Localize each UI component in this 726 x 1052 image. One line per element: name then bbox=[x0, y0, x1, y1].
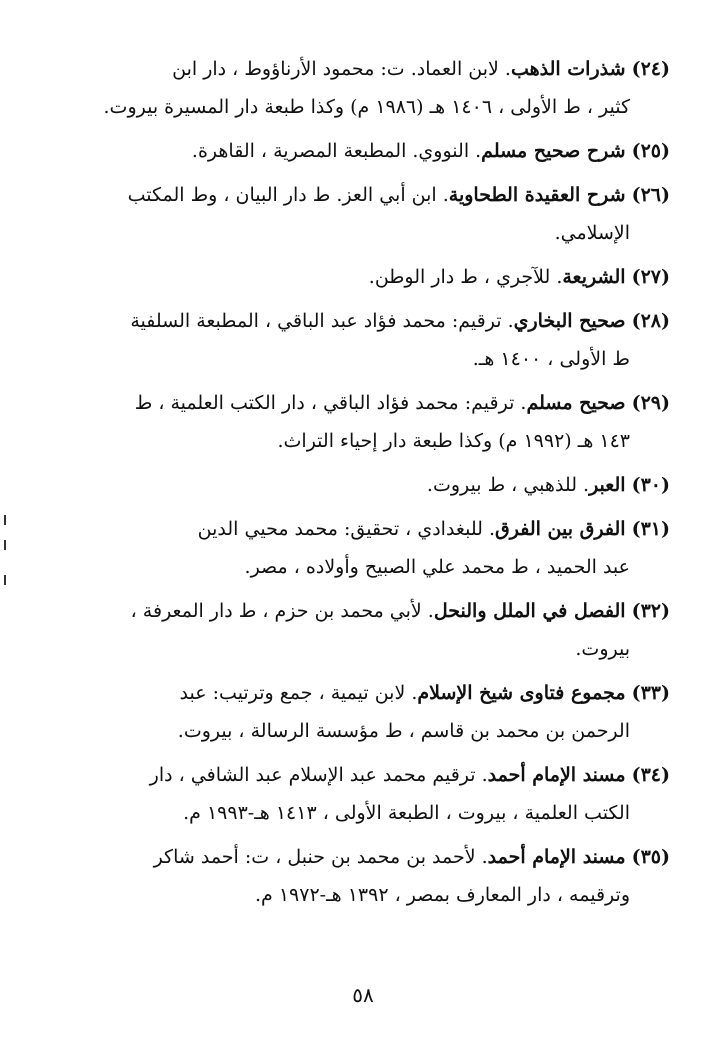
entry-details: . للذهبي ، ط بيروت. bbox=[426, 474, 590, 496]
entry-number: (٣٠) bbox=[631, 474, 670, 496]
entry-continuation: عبد الحميد ، ط محمد علي الصبيح وأولاده ، مصر. bbox=[244, 556, 630, 578]
entry-title: الفصل في الملل والنحل bbox=[433, 600, 626, 622]
bibliography-entry-28 bbox=[60, 302, 670, 378]
entry-details: . لأحمد بن محمد بن حنبل ، ت: أحمد شاكر bbox=[153, 846, 488, 868]
entry-title: مسند الإمام أحمد bbox=[487, 846, 626, 868]
bibliography-list bbox=[60, 50, 670, 920]
entry-title: مسند الإمام أحمد bbox=[487, 764, 626, 786]
entry-number: (٢٨) bbox=[631, 310, 670, 332]
bibliography-entry-25 bbox=[60, 132, 670, 170]
bibliography-entry-34 bbox=[60, 756, 670, 832]
entry-continuation: كثير ، ط الأولى ، ١٤٠٦ هـ (١٩٨٦ م) وكذا طبعة دار المسيرة بيروت. bbox=[103, 96, 630, 118]
entry-continuation: الرحمن بن محمد بن قاسم ، ط مؤسسة الرسالة ، بيروت. bbox=[177, 720, 630, 742]
entry-continuation: ١٤٣ هـ (١٩٩٢ م) وكذا طبعة دار إحياء التراث. bbox=[277, 430, 630, 452]
entry-details: . للآجري ، ط دار الوطن. bbox=[368, 266, 563, 288]
bibliography-entry-29 bbox=[60, 384, 670, 460]
entry-number: (٣٢) bbox=[631, 600, 670, 622]
entry-details: . ترقيم محمد عبد الإسلام عبد الشافي ، دار bbox=[149, 764, 488, 786]
entry-title: شذرات الذهب bbox=[510, 58, 626, 80]
entry-title: الفرق بين الفرق bbox=[495, 518, 626, 540]
entry-number: (٣١) bbox=[631, 518, 670, 540]
bibliography-entry-33 bbox=[60, 674, 670, 750]
entry-details: . لأبي محمد بن حزم ، ط دار المعرفة ، bbox=[130, 600, 434, 622]
entry-title: مجموع فتاوى شيخ الإسلام bbox=[417, 682, 626, 704]
entry-number: (٣٤) bbox=[631, 764, 670, 786]
bibliography-entry-27 bbox=[60, 258, 670, 296]
bibliography-entry-26 bbox=[60, 176, 670, 252]
page-edge-mark bbox=[4, 540, 6, 550]
entry-number: (٢٦) bbox=[631, 184, 670, 206]
entry-number: (٣٣) bbox=[631, 682, 670, 704]
page-number: ٥٨ bbox=[352, 983, 374, 1007]
bibliography-entry-35 bbox=[60, 838, 670, 914]
page-edge-mark bbox=[4, 575, 6, 585]
entry-number: (٢٧) bbox=[631, 266, 670, 288]
entry-details: . ترقيم: محمد فؤاد عبد الباقي ، المطبعة السلفية bbox=[130, 310, 514, 332]
entry-title: العبر bbox=[589, 474, 626, 496]
entry-title: شرح العقيدة الطحاوية bbox=[448, 184, 626, 206]
entry-continuation: الإسلامي. bbox=[554, 222, 630, 244]
entry-title: شرح صحيح مسلم bbox=[481, 140, 626, 162]
bibliography-entry-24 bbox=[60, 50, 670, 126]
entry-continuation: الكتب العلمية ، بيروت ، الطبعة الأولى ، ١٤١٣ هـ-١٩٩٣ م. bbox=[183, 802, 630, 824]
entry-number: (٢٥) bbox=[631, 140, 670, 162]
entry-details: . للبغدادي ، تحقيق: محمد محيي الدين bbox=[197, 518, 495, 540]
entry-details: . ابن أبي العز. ط دار البيان ، وط المكتب bbox=[127, 184, 449, 206]
entry-details: . ترقيم: محمد فؤاد الباقي ، دار الكتب العلمية ، ط bbox=[134, 392, 527, 414]
bibliography-entry-31 bbox=[60, 510, 670, 586]
entry-title: صحيح مسلم bbox=[526, 392, 626, 414]
entry-title: الشريعة bbox=[562, 266, 626, 288]
entry-details: . لابن العماد. ت: محمود الأرناؤوط ، دار ابن bbox=[172, 58, 511, 80]
entry-title: صحيح البخاري bbox=[513, 310, 626, 332]
page-edge-mark bbox=[4, 515, 6, 525]
entry-details: . لابن تيمية ، جمع وترتيب: عبد bbox=[179, 682, 418, 704]
entry-number: (٢٩) bbox=[631, 392, 670, 414]
entry-continuation: ط الأولى ، ١٤٠٠ هـ. bbox=[472, 348, 630, 370]
entry-continuation: بيروت. bbox=[575, 638, 630, 660]
entry-details: . النووي. المطبعة المصرية ، القاهرة. bbox=[191, 140, 482, 162]
entry-number: (٢٤) bbox=[631, 58, 670, 80]
bibliography-entry-30 bbox=[60, 466, 670, 504]
entry-continuation: وترقيمه ، دار المعارف بمصر ، ١٣٩٢ هـ-١٩٧٢ م. bbox=[254, 884, 630, 906]
bibliography-entry-32 bbox=[60, 592, 670, 668]
entry-number: (٣٥) bbox=[631, 846, 670, 868]
